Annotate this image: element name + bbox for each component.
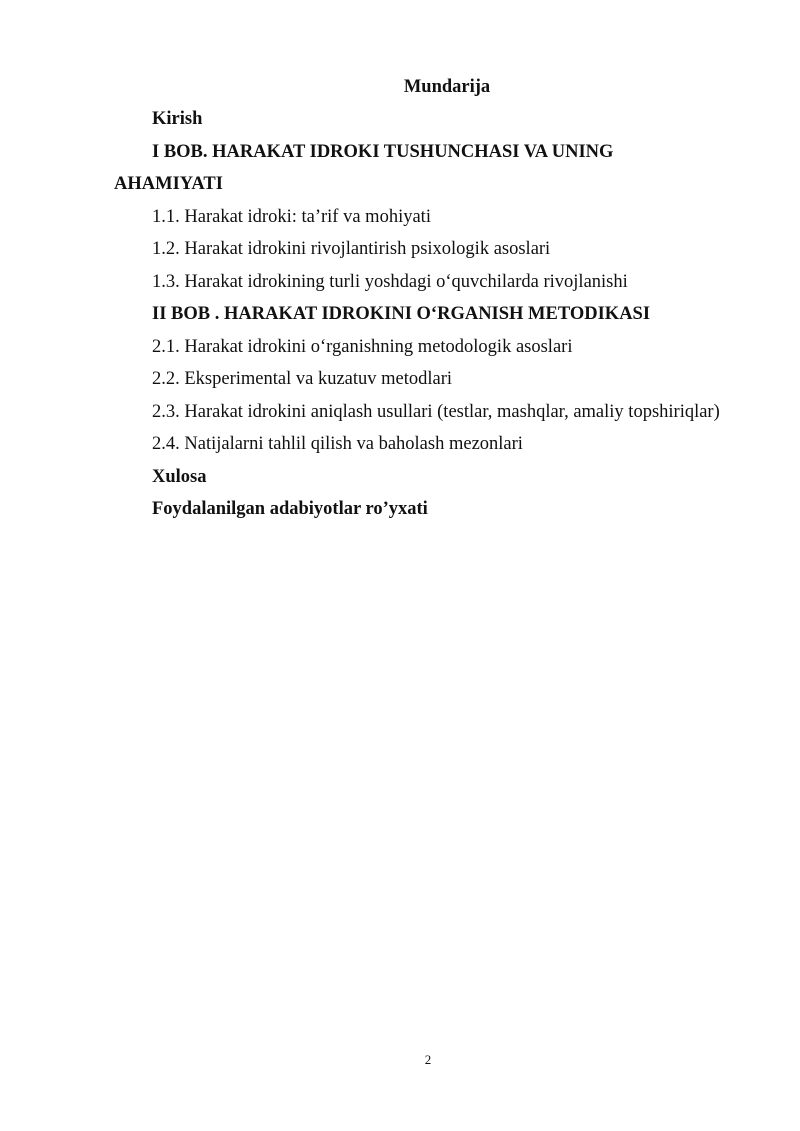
toc-section-2-4: 2.4. Natijalarni tahlil qilish va baholash mezonlari xyxy=(152,434,523,454)
toc-section-2-2: 2.2. Eksperimental va kuzatuv metodlari xyxy=(152,369,453,389)
toc-section-2-3: 2.3. Harakat idrokini aniqlash usullari (testlar, mashqlar, amaliy topshiriqlar) xyxy=(152,402,720,422)
toc-chapter-1-heading-continued: AHAMIYATI xyxy=(114,174,223,194)
toc-section-1-2: 1.2. Harakat idrokini rivojlantirish psixologik asoslari xyxy=(152,239,551,259)
toc-chapter-1-heading: I BOB. HARAKAT IDROKI TUSHUNCHASI VA UNING xyxy=(152,142,614,162)
toc-entry-conclusion: Xulosa xyxy=(152,467,207,487)
toc-entry-references: Foydalanilgan adabiyotlar ro’yxati xyxy=(152,499,428,519)
toc-section-2-1: 2.1. Harakat idrokini o‘rganishning metodologik asoslari xyxy=(152,337,573,357)
toc-section-1-3: 1.3. Harakat idrokining turli yoshdagi o‘quvchilarda rivojlanishi xyxy=(152,272,628,292)
toc-title: Mundarija xyxy=(403,77,491,97)
toc-section-1-1: 1.1. Harakat idroki: ta’rif va mohiyati xyxy=(152,207,431,227)
toc-chapter-2-heading: II BOB . HARAKAT IDROKINI O‘RGANISH METODIKASI xyxy=(152,304,651,324)
toc-entry-introduction: Kirish xyxy=(152,109,203,129)
page-number: 2 xyxy=(424,1052,432,1067)
